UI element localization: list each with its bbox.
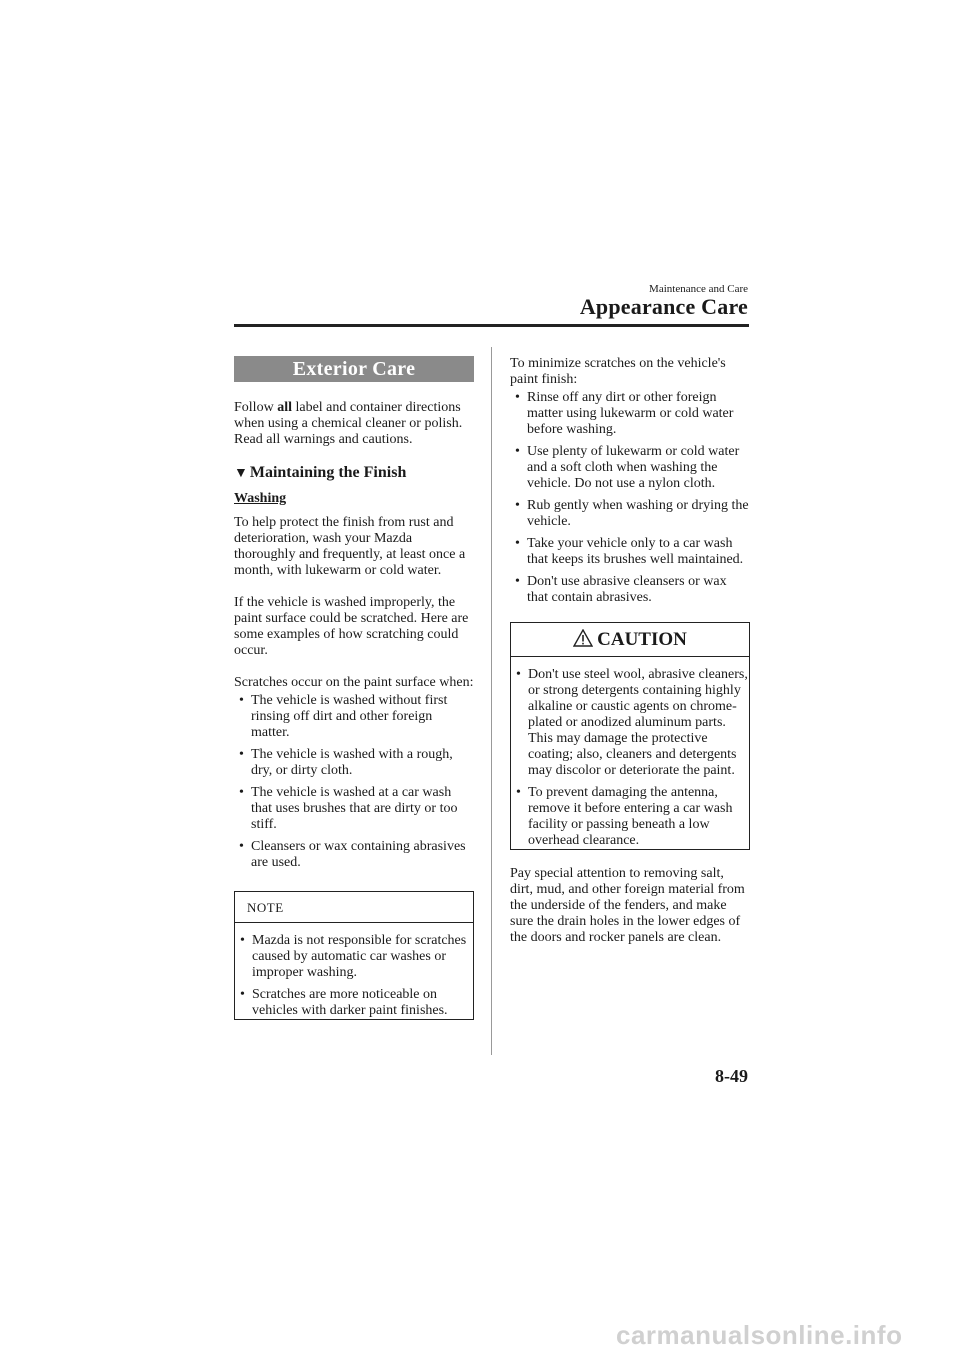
list-item: • Use plenty of lukewarm or cold water and a soft cloth when washing the vehicle. Do not use a nylon cloth.: [510, 444, 750, 492]
left-column: [234, 356, 474, 1020]
caution-box: [510, 622, 750, 850]
list-item: • Scratches are more noticeable on vehicles with darker paint finishes.: [235, 987, 473, 1019]
list-item: • Don't use abrasive cleansers or wax that contain abrasives.: [510, 574, 750, 606]
scratch-causes-list: [234, 693, 474, 871]
list-item: • The vehicle is washed with a rough, dry, or dirty cloth.: [234, 747, 474, 779]
closing-paragraph: Pay special attention to removing salt, dirt, mud, and other foreign material from the underside of the fenders, and make sure the drain holes in the lower edges of the doors and rocker panels are clean.: [510, 866, 745, 945]
list-item: • Rub gently when washing or drying the vehicle.: [510, 498, 750, 530]
caution-title: [511, 623, 749, 657]
list-item: • Rinse off any dirt or other foreign matter using lukewarm or cold water before washing.: [510, 390, 750, 438]
paragraph-protect: To help protect the finish from rust and deterioration, wash your Mazda thoroughly and frequently, at least once a month, with lukewarm or cold water.: [234, 515, 466, 578]
column-divider: [491, 347, 492, 1055]
intro-text-end: label and container directions when using a chemical cleaner or polish. Read all warnings and cautions.: [234, 400, 463, 447]
watermark: carmanualsonline.info: [616, 1320, 903, 1350]
intro-paragraph: [234, 400, 474, 448]
paragraph-scratches-when: Scratches occur on the paint surface when:: [234, 675, 474, 690]
list-item: • To prevent damaging the antenna, remove it before entering a car wash facility or passing beneath a low overhead clearance.: [511, 785, 749, 849]
right-column: [510, 356, 750, 946]
subhead-maintaining-finish: [234, 464, 474, 483]
list-item: • Take your vehicle only to a car wash that keeps its brushes well maintained.: [510, 536, 750, 568]
intro-bold-word: all: [277, 400, 292, 415]
caution-list: [511, 659, 749, 849]
list-item: • Cleansers or wax containing abrasives are used.: [234, 839, 474, 871]
list-item: • The vehicle is washed without first rinsing off dirt and other foreign matter.: [234, 693, 474, 741]
minimize-scratches-list: [510, 390, 750, 606]
note-list: [235, 925, 473, 1019]
list-item: • Don't use steel wool, abrasive cleaners, or strong detergents containing highly alkaline or caustic agents on chrome-plated or anodized aluminum parts. This may damage the protective coating; also, cleaners and detergents may discolor or deteriorate the paint.: [511, 667, 749, 779]
list-item: • The vehicle is washed at a car wash that uses brushes that are dirty or too stiff.: [234, 785, 474, 833]
subhead-text: Maintaining the Finish: [249, 464, 407, 481]
caution-title-text: CAUTION: [597, 629, 687, 650]
header-rule: [234, 324, 749, 327]
page-title: Appearance Care: [579, 294, 748, 319]
triangle-marker-icon: ▼: [234, 466, 248, 481]
page-number: 8-49: [715, 1066, 748, 1086]
note-box: [234, 891, 474, 1020]
right-intro: To minimize scratches on the vehicle's paint finish:: [510, 356, 726, 387]
paragraph-improper: If the vehicle is washed improperly, the paint surface could be scratched. Here are some examples of how scratching could occur.: [234, 595, 469, 658]
warning-triangle-icon: [573, 629, 593, 647]
intro-text-start: Follow: [234, 400, 278, 415]
header-section-label: Maintenance and Care: [649, 283, 748, 295]
sublabel-washing: Washing: [234, 491, 287, 506]
note-title: NOTE: [235, 892, 473, 923]
list-item: • Mazda is not responsible for scratches caused by automatic car washes or improper washing.: [235, 933, 473, 981]
section-banner: Exterior Care: [234, 356, 474, 382]
